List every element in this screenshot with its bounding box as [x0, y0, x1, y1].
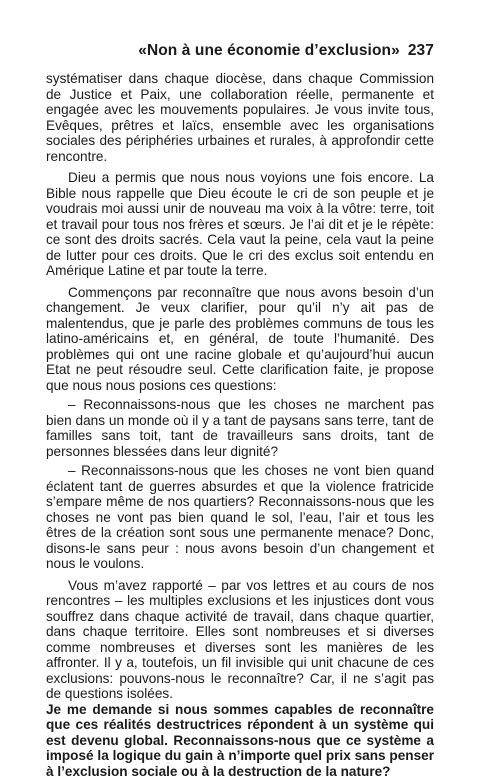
running-header	[138, 42, 434, 60]
paragraph: Commençons par reconnaître que nous avons besoin d’un changement. Je veux clarifier, pour qu’il n’y ait pas de malentendus, que je parle des problèmes communs de tous les latino-américains et, en général, de toute l’humanité. Des problèmes qui ont une racine globale et qu’aujourd’hui aucun Etat ne peut résoudre seul. Cette clarification faite, je propose que nous nous posions ces questions:	[46, 285, 434, 394]
paragraph: Vous m’avez rapporté – par vos lettres et au cours de nos rencontres – les multiples exclusions et les injustices dont vous souffrez dans chaque activité de travail, dans chaque quartier, dans chaque territoire. Elles sont nombreuses et si diverses comme nombreuses et diverses sont les manières de les affronter. Il y a, toutefois, un fil invisible qui unit chacune de ces exclusions: pouvons-nous le reconnaître? Car, il ne s’agit pas de questions isolées.	[46, 578, 434, 702]
body-text	[46, 71, 434, 779]
paragraph: Dieu a permis que nous nous voyions une fois encore. La Bible nous rappelle que Dieu écoute le cri de son peuple et je voudrais moi aussi unir de nouveau ma voix à la vôtre: terre, toit et travail pour tous nos frères et sœurs. Je l’ai dit et je le répète: ce sont des droits sacrés. Cela vaut la peine, cela vaut la peine de lutter pour ces droits. Que le cri des exclus soit entendu en Amérique Latine et par toute la terre.	[46, 170, 434, 279]
page-number: 237	[408, 42, 434, 59]
paragraph-continuation: systématiser dans chaque diocèse, dans chaque Commission de Justice et Paix, une collaboration réelle, permanente et engagée avec les mouvements populaires. Je vous invite tous, Evêques, prêtres et laïcs, ensemble avec les organisations sociales des périphéries urbaines et rurales, à approfondir cette rencontre.	[46, 71, 434, 164]
question-paragraph: – Reconnaissons-nous que les choses ne vont bien quand éclatent tant de guerres absurdes et que la violence fratricide s’empare même de nos quartiers? Reconnaissons-nous que les choses ne vont pas bien quand le sol, l’eau, l’air et tous les êtres de la création sont sous une permanente menace? Donc, disons-le sans peur : nous avons besoin d’un changement et nous le voulons.	[46, 463, 434, 572]
running-title: «Non à une économie d’exclusion»	[138, 42, 400, 59]
question-paragraph: – Reconnaissons-nous que les choses ne marchent pas bien dans un monde où il y a tant de paysans sans terre, tant de familles sans toit, tant de travailleurs sans droits, tant de personnes blessées dans leur dignité?	[46, 397, 434, 459]
bold-paragraph: Je me demande si nous sommes capables de reconnaître que ces réalités destructrices répondent à un système qui est devenu global. Reconnaissons-nous que ce système a imposé la logique du gain à n’importe quel prix sans penser à l’exclusion sociale ou à la destruction de la nature?	[46, 702, 434, 779]
